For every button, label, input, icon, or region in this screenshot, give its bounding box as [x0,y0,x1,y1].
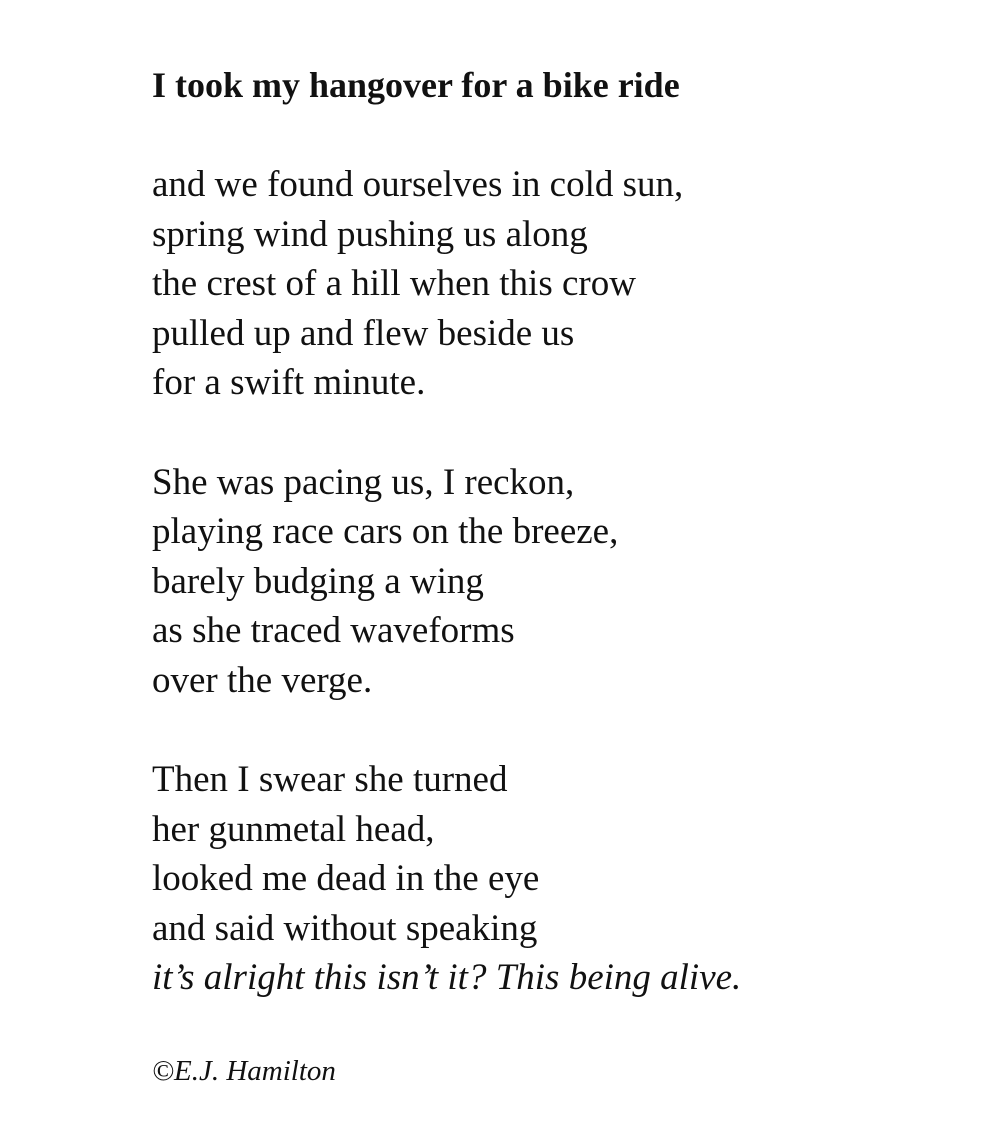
poem-line: She was pacing us, I reckon, [152,461,575,503]
poem-line: over the verge. [152,659,373,701]
poem-line: Then I swear she turned [152,759,508,800]
poem-line: pulled up and flew beside us [152,312,575,354]
poem-line: spring wind pushing us along [152,213,588,255]
poem-line: as she traced waveforms [152,610,515,651]
poem-line: barely budging a wing [152,560,484,602]
poem [152,62,972,1089]
poem-line: for a swift minute. [152,362,426,403]
stanza-3 [152,755,972,1003]
poem-title: I took my hangover for a bike ride [152,65,680,105]
poem-line: looked me dead in the eye [152,858,540,899]
stanza-1 [152,160,972,408]
poem-line: and said without speaking [152,907,538,949]
poem-line: the crest of a hill when this crow [152,263,636,304]
poem-line-italic: it’s alright this isn’t it? This being alive. [152,957,742,998]
stanza-2 [152,458,972,706]
poem-line: and we found ourselves in cold sun, [152,164,684,205]
poem-line: her gunmetal head, [152,808,435,850]
poem-line: playing race cars on the breeze, [152,511,619,552]
copyright-notice: ©E.J. Hamilton [152,1054,336,1087]
